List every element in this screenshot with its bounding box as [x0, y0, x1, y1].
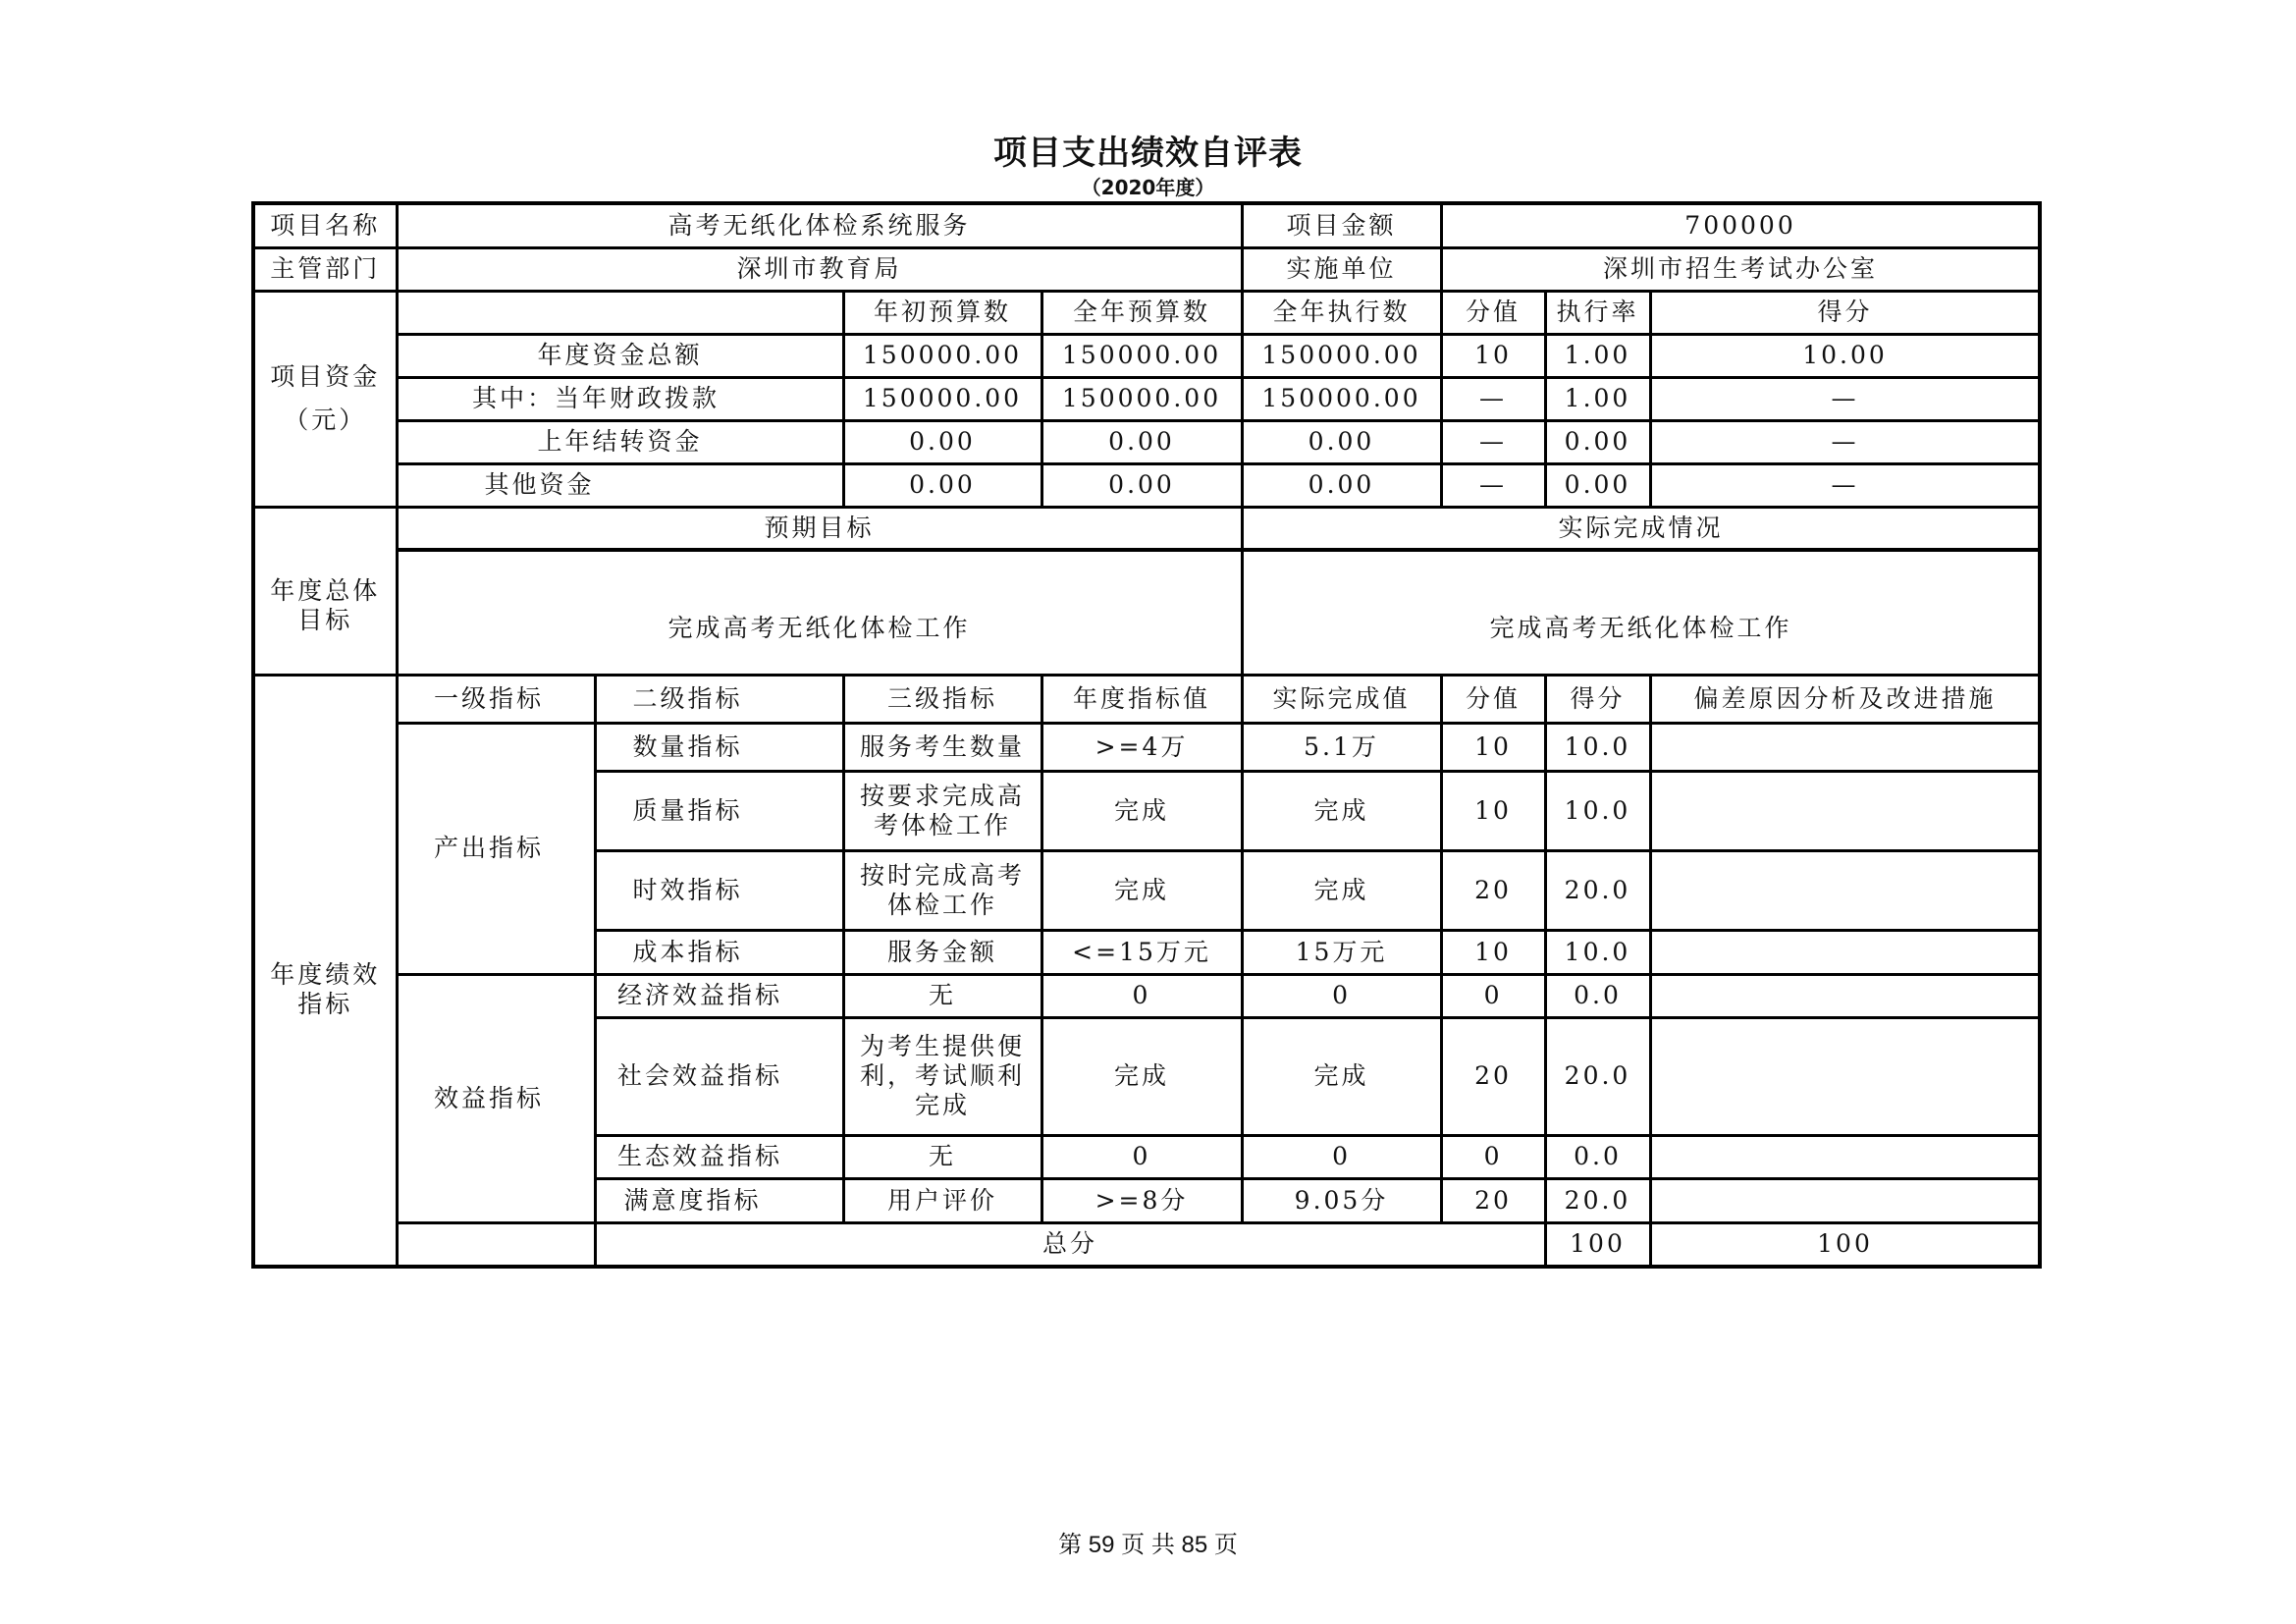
unit-label: 实施单位	[1242, 247, 1441, 291]
goals-header-row	[253, 507, 2040, 550]
header-level3: 三级指标	[843, 675, 1041, 723]
actual-cell: 9.05分	[1242, 1178, 1441, 1222]
target-cell: >=4万	[1041, 723, 1242, 771]
project-name-row	[253, 203, 2040, 247]
indicators-header-row	[253, 675, 2040, 723]
header-weight: 分值	[1441, 675, 1545, 723]
funds-row-executed: 150000.00	[1242, 377, 1441, 420]
funds-row-name: 其他资金	[397, 463, 843, 507]
funds-row-rate: 1.00	[1545, 377, 1650, 420]
funds-row-executed: 0.00	[1242, 420, 1441, 463]
funds-header-blank	[397, 291, 843, 334]
funds-row-executed: 150000.00	[1242, 334, 1441, 377]
weight-cell: 20	[1441, 850, 1545, 930]
score-cell: 10.0	[1545, 723, 1650, 771]
deviation-cell	[1650, 1178, 2040, 1222]
target-cell: 0	[1041, 1135, 1242, 1178]
funds-row	[253, 377, 2040, 420]
actual-cell: 完成	[1242, 771, 1441, 850]
deviation-cell	[1650, 1135, 2040, 1178]
project-name-label: 项目名称	[253, 203, 397, 247]
funds-row-initial: 0.00	[843, 420, 1041, 463]
score-cell: 20.0	[1545, 850, 1650, 930]
actual-cell: 完成	[1242, 1017, 1441, 1135]
funds-row-initial: 150000.00	[843, 334, 1041, 377]
funds-row-annual: 150000.00	[1041, 334, 1242, 377]
funds-row-score: —	[1650, 377, 2040, 420]
header-score: 得分	[1545, 675, 1650, 723]
unit-value: 深圳市招生考试办公室	[1441, 247, 2040, 291]
actual-cell: 完成	[1242, 850, 1441, 930]
funds-row-initial: 150000.00	[843, 377, 1041, 420]
funds-row-score: —	[1650, 420, 2040, 463]
funds-row-rate: 0.00	[1545, 463, 1650, 507]
actual-goal-value: 完成高考无纸化体检工作	[1242, 550, 2040, 675]
performance-self-evaluation-table	[251, 201, 2042, 1269]
level2-cell: 数量指标	[595, 723, 843, 771]
actual-cell: 5.1万	[1242, 723, 1441, 771]
funds-row-rate: 1.00	[1545, 334, 1650, 377]
weight-cell: 20	[1441, 1017, 1545, 1135]
funds-header-weight: 分值	[1441, 291, 1545, 334]
level3-cell: 为考生提供便 利，考试顺利 完成	[843, 1017, 1041, 1135]
score-cell: 10.0	[1545, 771, 1650, 850]
indicator-row	[253, 723, 2040, 771]
project-amount-value: 700000	[1441, 203, 2040, 247]
level3-cell: 服务考生数量	[843, 723, 1041, 771]
target-cell: >=8分	[1041, 1178, 1242, 1222]
header-level2: 二级指标	[595, 675, 843, 723]
funds-row-annual: 0.00	[1041, 420, 1242, 463]
level2-cell: 社会效益指标	[595, 1017, 843, 1135]
funds-header-row	[253, 291, 2040, 334]
score-cell: 10.0	[1545, 930, 1650, 974]
project-name-value: 高考无纸化体检系统服务	[397, 203, 1242, 247]
funds-row-score: 10.00	[1650, 334, 2040, 377]
deviation-cell	[1650, 723, 2040, 771]
weight-cell: 0	[1441, 974, 1545, 1017]
level3-cell: 按要求完成高 考体检工作	[843, 771, 1041, 850]
level3-cell: 服务金额	[843, 930, 1041, 974]
header-level1: 一级指标	[397, 675, 595, 723]
indicators-section-label: 年度绩效 指标	[253, 675, 397, 1267]
target-cell: <=15万元	[1041, 930, 1242, 974]
funds-row-annual: 0.00	[1041, 463, 1242, 507]
target-cell: 完成	[1041, 850, 1242, 930]
funds-row	[253, 420, 2040, 463]
dept-value: 深圳市教育局	[397, 247, 1242, 291]
weight-cell: 0	[1441, 1135, 1545, 1178]
target-cell: 完成	[1041, 771, 1242, 850]
indicator-row	[253, 974, 2040, 1017]
score-cell: 20.0	[1545, 1178, 1650, 1222]
funds-row-name: 年度资金总额	[397, 334, 843, 377]
actual-goal-header: 实际完成情况	[1242, 507, 2040, 550]
document-subtitle: （2020年度）	[1081, 176, 1215, 199]
funds-row-weight: —	[1441, 377, 1545, 420]
funds-row-weight: 10	[1441, 334, 1545, 377]
actual-cell: 15万元	[1242, 930, 1441, 974]
level2-cell: 质量指标	[595, 771, 843, 850]
level2-cell: 成本指标	[595, 930, 843, 974]
actual-cell: 0	[1242, 1135, 1441, 1178]
actual-cell: 0	[1242, 974, 1441, 1017]
weight-cell: 10	[1441, 723, 1545, 771]
level1-output: 产出指标	[397, 723, 595, 974]
score-cell: 0.0	[1545, 974, 1650, 1017]
funds-header-executed: 全年执行数	[1242, 291, 1441, 334]
score-cell: 20.0	[1545, 1017, 1650, 1135]
expected-goal-header: 预期目标	[397, 507, 1242, 550]
deviation-cell	[1650, 974, 2040, 1017]
funds-row-annual: 150000.00	[1041, 377, 1242, 420]
level2-cell: 时效指标	[595, 850, 843, 930]
total-weight: 100	[1545, 1222, 1650, 1267]
page-footer: 第 59 页 共 85 页	[1058, 1532, 1238, 1558]
funds-row-executed: 0.00	[1242, 463, 1441, 507]
funds-row-name: 上年结转资金	[397, 420, 843, 463]
header-deviation: 偏差原因分析及改进措施	[1650, 675, 2040, 723]
weight-cell: 10	[1441, 771, 1545, 850]
deviation-cell	[1650, 850, 2040, 930]
funds-row-initial: 0.00	[843, 463, 1041, 507]
level2-cell: 生态效益指标	[595, 1135, 843, 1178]
weight-cell: 20	[1441, 1178, 1545, 1222]
funds-row	[253, 334, 2040, 377]
project-amount-label: 项目金额	[1242, 203, 1441, 247]
deviation-cell	[1650, 1017, 2040, 1135]
level3-cell: 按时完成高考 体检工作	[843, 850, 1041, 930]
total-row	[253, 1222, 2040, 1267]
goals-section-label: 年度总体 目标	[253, 507, 397, 675]
funds-row	[253, 463, 2040, 507]
document-title: 项目支出绩效自评表	[993, 134, 1303, 173]
funds-row-weight: —	[1441, 420, 1545, 463]
total-score: 100	[1650, 1222, 2040, 1267]
funds-row-name: 其中：当年财政拨款	[397, 377, 843, 420]
dept-row	[253, 247, 2040, 291]
header-target: 年度指标值	[1041, 675, 1242, 723]
deviation-cell	[1650, 771, 2040, 850]
total-label: 总分	[595, 1222, 1545, 1267]
expected-goal-value: 完成高考无纸化体检工作	[397, 550, 1242, 675]
funds-header-score: 得分	[1650, 291, 2040, 334]
level2-cell: 经济效益指标	[595, 974, 843, 1017]
funds-header-initial: 年初预算数	[843, 291, 1041, 334]
weight-cell: 10	[1441, 930, 1545, 974]
target-cell: 完成	[1041, 1017, 1242, 1135]
goals-value-row	[253, 550, 2040, 675]
funds-row-rate: 0.00	[1545, 420, 1650, 463]
funds-section-label: 项目资金 （元）	[253, 291, 397, 507]
funds-row-score: —	[1650, 463, 2040, 507]
score-cell: 0.0	[1545, 1135, 1650, 1178]
funds-header-annual: 全年预算数	[1041, 291, 1242, 334]
level3-cell: 无	[843, 1135, 1041, 1178]
total-blank	[397, 1222, 595, 1267]
level2-cell: 满意度指标	[595, 1178, 843, 1222]
header-actual: 实际完成值	[1242, 675, 1441, 723]
level1-benefit: 效益指标	[397, 974, 595, 1222]
funds-row-weight: —	[1441, 463, 1545, 507]
deviation-cell	[1650, 930, 2040, 974]
target-cell: 0	[1041, 974, 1242, 1017]
level3-cell: 无	[843, 974, 1041, 1017]
dept-label: 主管部门	[253, 247, 397, 291]
funds-header-rate: 执行率	[1545, 291, 1650, 334]
level3-cell: 用户评价	[843, 1178, 1041, 1222]
